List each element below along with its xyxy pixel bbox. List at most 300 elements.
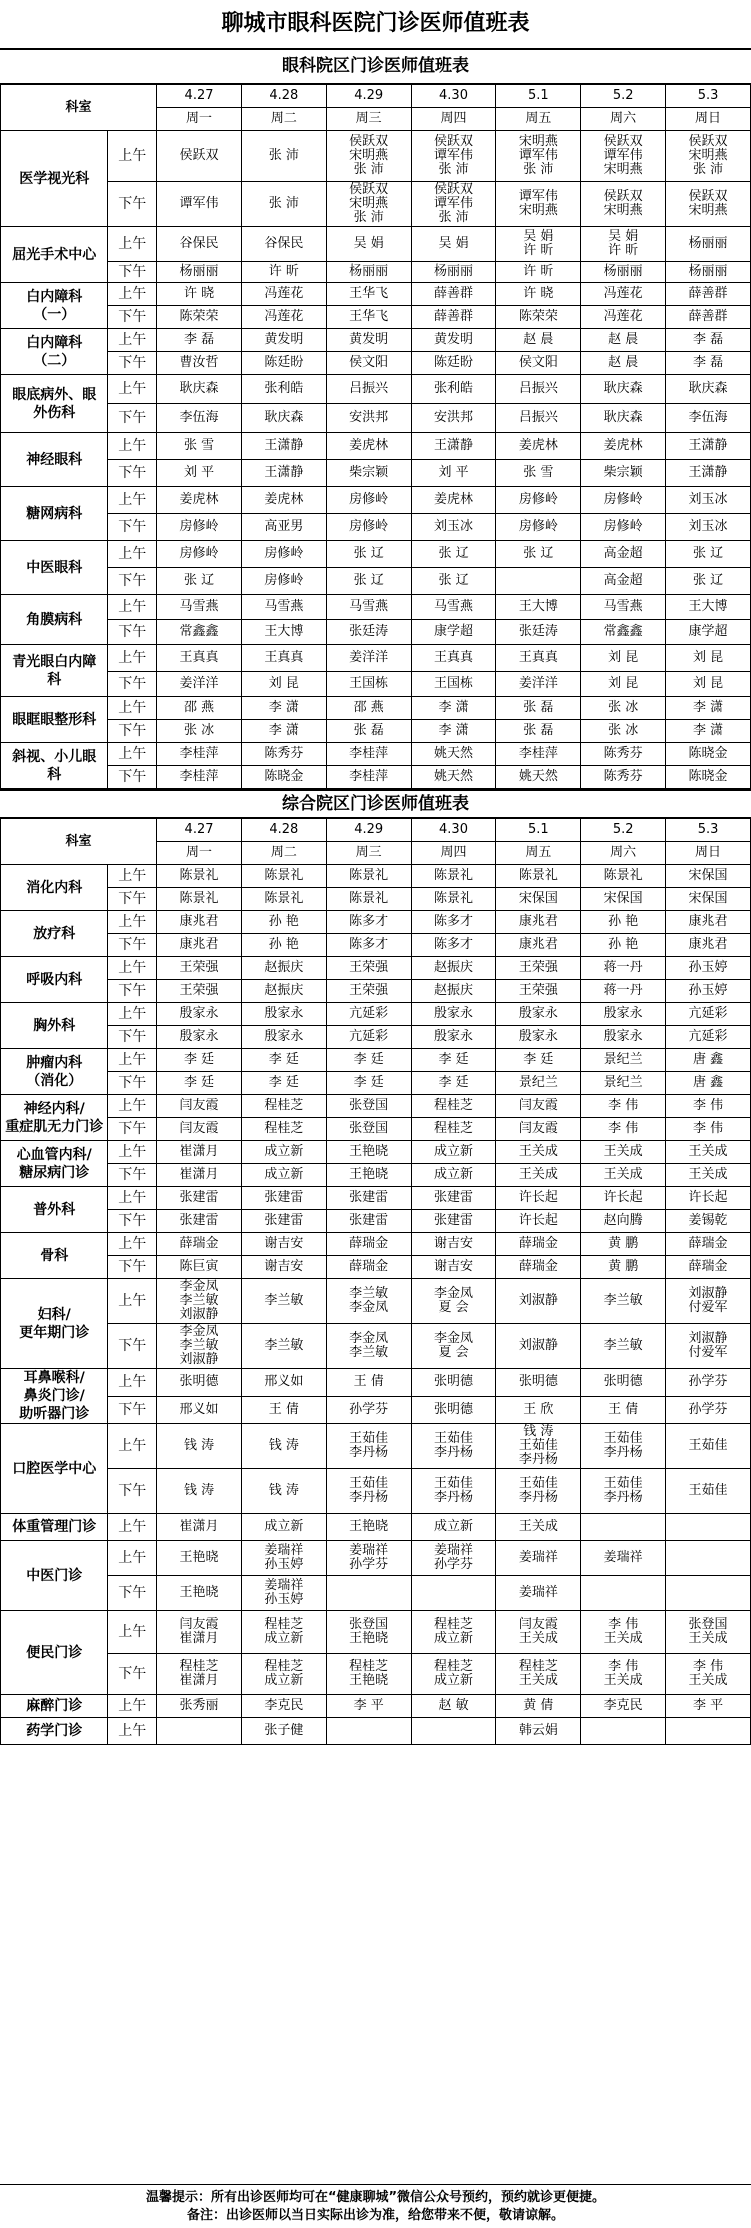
table-row bbox=[1, 1026, 751, 1049]
doctor-cell: 李 平 bbox=[666, 1695, 751, 1718]
schedule-section bbox=[0, 48, 751, 789]
doctor-cell: 房修岭 bbox=[496, 514, 581, 541]
doctor-cell: 王茹佳 李丹杨 bbox=[326, 1424, 411, 1469]
doctor-cell: 殷家永 bbox=[241, 1026, 326, 1049]
doctor-cell: 陈多才 bbox=[326, 911, 411, 934]
doctor-cell: 王关成 bbox=[581, 1164, 666, 1187]
doctor-cell: 薛善群 bbox=[411, 283, 496, 306]
doctor-cell: 李 伟 bbox=[666, 1095, 751, 1118]
weekday-header: 周四 bbox=[411, 108, 496, 131]
doctor-cell: 杨丽丽 bbox=[326, 262, 411, 283]
department-name: 眼眶眼整形科 bbox=[1, 697, 108, 743]
doctor-cell: 王茹佳 李丹杨 bbox=[326, 1469, 411, 1514]
doctor-cell: 许长起 bbox=[496, 1187, 581, 1210]
period-label: 下午 bbox=[108, 1469, 157, 1514]
doctor-cell: 王潇静 bbox=[241, 433, 326, 460]
department-name: 呼吸内科 bbox=[1, 957, 108, 1003]
doctor-cell: 王关成 bbox=[666, 1164, 751, 1187]
period-label: 下午 bbox=[108, 720, 157, 743]
doctor-cell: 李 廷 bbox=[157, 1049, 242, 1072]
department-name: 麻醉门诊 bbox=[1, 1695, 108, 1718]
period-label: 上午 bbox=[108, 541, 157, 568]
doctor-cell: 张建雷 bbox=[157, 1187, 242, 1210]
weekday-header: 周五 bbox=[496, 108, 581, 131]
doctor-cell: 殷家永 bbox=[581, 1026, 666, 1049]
doctor-cell: 赵 晨 bbox=[496, 329, 581, 352]
period-label: 上午 bbox=[108, 227, 157, 262]
table-row bbox=[1, 645, 751, 672]
doctor-cell: 房修岭 bbox=[326, 514, 411, 541]
doctor-cell: 唐 鑫 bbox=[666, 1072, 751, 1095]
doctor-cell: 钱 涛 王茹佳 李丹杨 bbox=[496, 1424, 581, 1469]
doctor-cell: 李桂萍 bbox=[157, 766, 242, 789]
doctor-cell: 姜虎林 bbox=[326, 433, 411, 460]
doctor-cell: 张 雪 bbox=[157, 433, 242, 460]
table-row bbox=[1, 1611, 751, 1654]
doctor-cell: 薛瑞金 bbox=[326, 1233, 411, 1256]
doctor-cell: 许长起 bbox=[581, 1187, 666, 1210]
doctor-cell: 耿庆森 bbox=[157, 375, 242, 404]
period-label: 上午 bbox=[108, 697, 157, 720]
doctor-cell: 赵 晨 bbox=[581, 352, 666, 375]
table-row bbox=[1, 283, 751, 306]
doctor-cell: 杨丽丽 bbox=[581, 262, 666, 283]
doctor-cell: 张子健 bbox=[241, 1718, 326, 1745]
doctor-cell: 姜瑞祥 bbox=[496, 1576, 581, 1611]
department-name: 心血管内科/ 糖尿病门诊 bbox=[1, 1141, 108, 1187]
doctor-cell: 陈晓金 bbox=[666, 766, 751, 789]
doctor-cell: 康兆君 bbox=[157, 911, 242, 934]
doctor-cell: 刘 平 bbox=[157, 460, 242, 487]
table-row bbox=[1, 697, 751, 720]
doctor-cell: 薛瑞金 bbox=[326, 1256, 411, 1279]
doctor-cell: 崔潇月 bbox=[157, 1164, 242, 1187]
doctor-cell: 姜瑞祥 孙玉婷 bbox=[241, 1576, 326, 1611]
doctor-cell: 殷家永 bbox=[241, 1003, 326, 1026]
doctor-cell: 张 冰 bbox=[157, 720, 242, 743]
period-label: 上午 bbox=[108, 1695, 157, 1718]
doctor-cell: 王华飞 bbox=[326, 283, 411, 306]
doctor-cell: 程桂芝 成立新 bbox=[241, 1611, 326, 1654]
table-row bbox=[1, 1003, 751, 1026]
doctor-cell: 孙玉婷 bbox=[666, 980, 751, 1003]
department-name: 白内障科 （一） bbox=[1, 283, 108, 329]
schedule-table bbox=[0, 818, 751, 1745]
doctor-cell: 蒋一丹 bbox=[581, 980, 666, 1003]
doctor-cell: 薛善群 bbox=[666, 283, 751, 306]
doctor-cell bbox=[581, 1514, 666, 1541]
footer-tip: 温馨提示：所有出诊医师均可在“健康聊城”微信公众号预约，预约就诊更便捷。 bbox=[145, 2190, 606, 2205]
doctor-cell: 薛瑞金 bbox=[496, 1256, 581, 1279]
department-name: 中医眼科 bbox=[1, 541, 108, 595]
table-row bbox=[1, 1210, 751, 1233]
doctor-cell: 耿庆森 bbox=[581, 375, 666, 404]
period-label: 上午 bbox=[108, 1514, 157, 1541]
doctor-cell: 陈多才 bbox=[411, 911, 496, 934]
period-label: 下午 bbox=[108, 352, 157, 375]
doctor-cell: 孙学芬 bbox=[326, 1396, 411, 1424]
doctor-cell: 邵 燕 bbox=[326, 697, 411, 720]
period-label: 上午 bbox=[108, 865, 157, 888]
doctor-cell: 李桂萍 bbox=[157, 743, 242, 766]
doctor-cell: 侯文阳 bbox=[496, 352, 581, 375]
doctor-cell: 吕振兴 bbox=[496, 375, 581, 404]
doctor-cell: 张 冰 bbox=[581, 720, 666, 743]
period-label: 下午 bbox=[108, 306, 157, 329]
period-label: 上午 bbox=[108, 1141, 157, 1164]
doctor-cell: 王荣强 bbox=[496, 980, 581, 1003]
doctor-cell: 刘淑静 bbox=[496, 1279, 581, 1324]
doctor-cell: 李伍海 bbox=[666, 404, 751, 433]
department-name: 角膜病科 bbox=[1, 595, 108, 645]
department-name: 药学门诊 bbox=[1, 1718, 108, 1745]
period-label: 上午 bbox=[108, 1424, 157, 1469]
doctor-cell: 房修岭 bbox=[581, 514, 666, 541]
date-header: 5.2 bbox=[581, 819, 666, 842]
doctor-cell: 吕振兴 bbox=[326, 375, 411, 404]
doctor-cell: 张廷涛 bbox=[326, 620, 411, 645]
period-label: 上午 bbox=[108, 1718, 157, 1745]
table-row bbox=[1, 182, 751, 227]
doctor-cell bbox=[666, 1514, 751, 1541]
doctor-cell: 景纪兰 bbox=[581, 1049, 666, 1072]
doctor-cell: 李 廷 bbox=[241, 1072, 326, 1095]
period-label: 下午 bbox=[108, 1256, 157, 1279]
doctor-cell: 陈晓金 bbox=[241, 766, 326, 789]
weekday-header: 周二 bbox=[241, 108, 326, 131]
doctor-cell bbox=[666, 1576, 751, 1611]
doctor-cell: 王大博 bbox=[666, 595, 751, 620]
doctor-cell bbox=[326, 1718, 411, 1745]
doctor-cell: 姚天然 bbox=[496, 766, 581, 789]
doctor-cell: 马雪燕 bbox=[581, 595, 666, 620]
table-row bbox=[1, 1541, 751, 1576]
doctor-cell: 王荣强 bbox=[326, 980, 411, 1003]
doctor-cell: 刘淑静 付爱军 bbox=[666, 1279, 751, 1324]
doctor-cell: 闫友霞 bbox=[157, 1118, 242, 1141]
section-title: 综合院区门诊医师值班表 bbox=[0, 791, 751, 818]
doctor-cell: 房修岭 bbox=[581, 487, 666, 514]
doctor-cell: 姜虎林 bbox=[411, 487, 496, 514]
table-row bbox=[1, 433, 751, 460]
period-label: 上午 bbox=[108, 957, 157, 980]
doctor-cell: 李金凤 李兰敏 bbox=[326, 1324, 411, 1369]
department-name: 神经内科/ 重症肌无力门诊 bbox=[1, 1095, 108, 1141]
table-row bbox=[1, 911, 751, 934]
table-row bbox=[1, 227, 751, 262]
doctor-cell: 侯跃双 宋明燕 张 沛 bbox=[666, 131, 751, 182]
doctor-cell: 李 磊 bbox=[666, 329, 751, 352]
doctor-cell: 姜瑞祥 bbox=[496, 1541, 581, 1576]
date-header: 5.3 bbox=[666, 819, 751, 842]
doctor-cell: 张建雷 bbox=[241, 1187, 326, 1210]
doctor-cell: 张利皓 bbox=[241, 375, 326, 404]
date-header: 4.28 bbox=[241, 819, 326, 842]
table-row bbox=[1, 595, 751, 620]
doctor-cell: 宋保国 bbox=[496, 888, 581, 911]
department-name: 骨科 bbox=[1, 1233, 108, 1279]
doctor-cell: 王真真 bbox=[411, 645, 496, 672]
doctor-cell: 杨丽丽 bbox=[666, 227, 751, 262]
doctor-cell: 姜虎林 bbox=[241, 487, 326, 514]
doctor-cell: 姜洋洋 bbox=[326, 645, 411, 672]
doctor-cell: 张 辽 bbox=[411, 541, 496, 568]
doctor-cell: 陈晓金 bbox=[666, 743, 751, 766]
doctor-cell: 程桂芝 崔潇月 bbox=[157, 1654, 242, 1695]
doctor-cell: 陈荣荣 bbox=[157, 306, 242, 329]
doctor-cell: 陈景礼 bbox=[496, 865, 581, 888]
doctor-cell: 王荣强 bbox=[157, 957, 242, 980]
table-row bbox=[1, 720, 751, 743]
doctor-cell bbox=[411, 1576, 496, 1611]
date-header: 4.30 bbox=[411, 819, 496, 842]
doctor-cell: 李克民 bbox=[241, 1695, 326, 1718]
doctor-cell: 李桂萍 bbox=[326, 743, 411, 766]
doctor-cell: 张 辽 bbox=[496, 541, 581, 568]
doctor-cell: 赵 敏 bbox=[411, 1695, 496, 1718]
doctor-cell: 景纪兰 bbox=[496, 1072, 581, 1095]
doctor-cell: 张 雪 bbox=[496, 460, 581, 487]
doctor-cell bbox=[326, 1576, 411, 1611]
period-label: 下午 bbox=[108, 1072, 157, 1095]
doctor-cell: 李伍海 bbox=[157, 404, 242, 433]
table-row bbox=[1, 1695, 751, 1718]
table-row bbox=[1, 1514, 751, 1541]
doctor-cell: 王艳晓 bbox=[326, 1141, 411, 1164]
table-row bbox=[1, 541, 751, 568]
doctor-cell: 陈秀芬 bbox=[581, 766, 666, 789]
doctor-cell: 成立新 bbox=[411, 1514, 496, 1541]
period-label: 上午 bbox=[108, 1095, 157, 1118]
department-name: 胸外科 bbox=[1, 1003, 108, 1049]
table-row bbox=[1, 743, 751, 766]
department-name: 放疗科 bbox=[1, 911, 108, 957]
period-label: 下午 bbox=[108, 980, 157, 1003]
header-row-dates bbox=[1, 85, 751, 108]
doctor-cell: 姜瑞祥 孙玉婷 bbox=[241, 1541, 326, 1576]
doctor-cell: 赵 晨 bbox=[581, 329, 666, 352]
doctor-cell: 殷家永 bbox=[157, 1026, 242, 1049]
doctor-cell: 王荣强 bbox=[496, 957, 581, 980]
period-label: 上午 bbox=[108, 1541, 157, 1576]
period-label: 下午 bbox=[108, 568, 157, 595]
doctor-cell: 殷家永 bbox=[581, 1003, 666, 1026]
doctor-cell: 侯跃双 bbox=[157, 131, 242, 182]
doctor-cell: 张秀丽 bbox=[157, 1695, 242, 1718]
doctor-cell: 李金凤 夏 会 bbox=[411, 1324, 496, 1369]
doctor-cell: 陈景礼 bbox=[157, 865, 242, 888]
doctor-cell: 康学超 bbox=[666, 620, 751, 645]
doctor-cell: 王艳晓 bbox=[326, 1164, 411, 1187]
doctor-cell: 宋保国 bbox=[666, 888, 751, 911]
doctor-cell: 程桂芝 王艳晓 bbox=[326, 1654, 411, 1695]
doctor-cell: 高金超 bbox=[581, 541, 666, 568]
table-row bbox=[1, 404, 751, 433]
department-name: 中医门诊 bbox=[1, 1541, 108, 1611]
doctor-cell: 许 昕 bbox=[496, 262, 581, 283]
doctor-cell: 张 辽 bbox=[157, 568, 242, 595]
doctor-cell: 侯跃双 宋明燕 bbox=[581, 182, 666, 227]
doctor-cell: 王真真 bbox=[496, 645, 581, 672]
doctor-cell: 闫友霞 bbox=[496, 1095, 581, 1118]
doctor-cell: 张登国 王关成 bbox=[666, 1611, 751, 1654]
department-name: 耳鼻喉科/ 鼻炎门诊/ 助听器门诊 bbox=[1, 1369, 108, 1424]
period-label: 上午 bbox=[108, 283, 157, 306]
doctor-cell: 王关成 bbox=[581, 1141, 666, 1164]
department-name: 糖网病科 bbox=[1, 487, 108, 541]
weekday-header: 周三 bbox=[326, 842, 411, 865]
period-label: 下午 bbox=[108, 1576, 157, 1611]
doctor-cell: 李 伟 bbox=[666, 1118, 751, 1141]
doctor-cell: 李金凤 夏 会 bbox=[411, 1279, 496, 1324]
department-name: 神经眼科 bbox=[1, 433, 108, 487]
doctor-cell: 陈廷盼 bbox=[411, 352, 496, 375]
doctor-cell: 亢延彩 bbox=[326, 1026, 411, 1049]
doctor-cell: 吴 娟 bbox=[411, 227, 496, 262]
weekday-header: 周四 bbox=[411, 842, 496, 865]
doctor-cell: 谢吉安 bbox=[241, 1256, 326, 1279]
doctor-cell: 姜瑞祥 bbox=[581, 1541, 666, 1576]
table-row bbox=[1, 460, 751, 487]
doctor-cell: 王 倩 bbox=[241, 1396, 326, 1424]
doctor-cell: 程桂芝 成立新 bbox=[411, 1654, 496, 1695]
doctor-cell: 殷家永 bbox=[496, 1003, 581, 1026]
doctor-cell: 张利皓 bbox=[411, 375, 496, 404]
doctor-cell bbox=[666, 1541, 751, 1576]
table-row bbox=[1, 1324, 751, 1369]
doctor-cell: 房修岭 bbox=[496, 487, 581, 514]
doctor-cell: 王茹佳 李丹杨 bbox=[496, 1469, 581, 1514]
doctor-cell: 刘淑静 付爱军 bbox=[666, 1324, 751, 1369]
doctor-cell: 侯文阳 bbox=[326, 352, 411, 375]
doctor-cell: 姜洋洋 bbox=[496, 672, 581, 697]
doctor-cell: 耿庆森 bbox=[581, 404, 666, 433]
doctor-cell: 成立新 bbox=[241, 1514, 326, 1541]
table-row bbox=[1, 1718, 751, 1745]
doctor-cell bbox=[157, 1718, 242, 1745]
doctor-cell: 房修岭 bbox=[157, 514, 242, 541]
doctor-cell: 侯跃双 谭军伟 张 沛 bbox=[411, 131, 496, 182]
doctor-cell: 张 辽 bbox=[411, 568, 496, 595]
footer-notes bbox=[0, 2184, 751, 2228]
date-header: 4.29 bbox=[326, 85, 411, 108]
doctor-cell: 蒋一丹 bbox=[581, 957, 666, 980]
table-row bbox=[1, 514, 751, 541]
doctor-cell: 薛瑞金 bbox=[157, 1233, 242, 1256]
period-label: 下午 bbox=[108, 1210, 157, 1233]
doctor-cell: 陈景礼 bbox=[241, 888, 326, 911]
table-row bbox=[1, 888, 751, 911]
doctor-cell: 王 倩 bbox=[581, 1396, 666, 1424]
table-row bbox=[1, 957, 751, 980]
doctor-cell: 程桂芝 bbox=[241, 1118, 326, 1141]
doctor-cell: 程桂芝 bbox=[241, 1095, 326, 1118]
header-row-dates bbox=[1, 819, 751, 842]
doctor-cell: 陈景礼 bbox=[241, 865, 326, 888]
doctor-cell: 宋保国 bbox=[581, 888, 666, 911]
doctor-cell: 侯跃双 宋明燕 bbox=[666, 182, 751, 227]
doctor-cell: 谢吉安 bbox=[241, 1233, 326, 1256]
doctor-cell: 李 廷 bbox=[326, 1072, 411, 1095]
doctor-cell: 孙 艳 bbox=[241, 934, 326, 957]
doctor-cell: 王艳晓 bbox=[157, 1541, 242, 1576]
doctor-cell: 李 平 bbox=[326, 1695, 411, 1718]
doctor-cell: 王潇静 bbox=[666, 460, 751, 487]
doctor-cell: 张登国 bbox=[326, 1095, 411, 1118]
period-label: 上午 bbox=[108, 1233, 157, 1256]
doctor-cell: 张建雷 bbox=[411, 1210, 496, 1233]
department-name: 肿瘤内科 （消化） bbox=[1, 1049, 108, 1095]
table-row bbox=[1, 1369, 751, 1397]
doctor-cell: 成立新 bbox=[241, 1164, 326, 1187]
doctor-cell: 刘淑静 bbox=[496, 1324, 581, 1369]
department-name: 普外科 bbox=[1, 1187, 108, 1233]
doctor-cell: 张建雷 bbox=[411, 1187, 496, 1210]
doctor-cell: 李兰敏 李金凤 bbox=[326, 1279, 411, 1324]
doctor-cell: 陈荣荣 bbox=[496, 306, 581, 329]
weekday-header: 周一 bbox=[157, 108, 242, 131]
doctor-cell: 张建雷 bbox=[241, 1210, 326, 1233]
doctor-cell: 宋保国 bbox=[666, 865, 751, 888]
doctor-cell: 黄发明 bbox=[241, 329, 326, 352]
doctor-cell: 姜瑞祥 孙学芬 bbox=[411, 1541, 496, 1576]
department-name: 口腔医学中心 bbox=[1, 1424, 108, 1514]
doctor-cell: 王荣强 bbox=[326, 957, 411, 980]
table-row bbox=[1, 934, 751, 957]
doctor-cell bbox=[411, 1718, 496, 1745]
department-name: 眼底病外、眼 外伤科 bbox=[1, 375, 108, 433]
table-row bbox=[1, 1654, 751, 1695]
table-row bbox=[1, 131, 751, 182]
doctor-cell: 侯跃双 谭军伟 张 沛 bbox=[411, 182, 496, 227]
doctor-cell: 孙学芬 bbox=[666, 1396, 751, 1424]
doctor-cell: 张建雷 bbox=[326, 1187, 411, 1210]
table-row bbox=[1, 1233, 751, 1256]
doctor-cell: 王荣强 bbox=[157, 980, 242, 1003]
period-label: 上午 bbox=[108, 911, 157, 934]
table-row bbox=[1, 1576, 751, 1611]
doctor-cell: 耿庆森 bbox=[241, 404, 326, 433]
doctor-cell: 张 沛 bbox=[241, 182, 326, 227]
doctor-cell: 薛善群 bbox=[411, 306, 496, 329]
doctor-cell: 李 潇 bbox=[666, 697, 751, 720]
doctor-cell: 王 欣 bbox=[496, 1396, 581, 1424]
doctor-cell: 姜虎林 bbox=[157, 487, 242, 514]
schedule-sections bbox=[0, 48, 751, 1745]
doctor-cell: 孙 艳 bbox=[581, 911, 666, 934]
doctor-cell: 殷家永 bbox=[411, 1003, 496, 1026]
doctor-cell: 闫友霞 王关成 bbox=[496, 1611, 581, 1654]
department-name: 消化内科 bbox=[1, 865, 108, 911]
department-name: 便民门诊 bbox=[1, 1611, 108, 1695]
doctor-cell: 黄 倩 bbox=[496, 1695, 581, 1718]
doctor-cell: 王国栋 bbox=[326, 672, 411, 697]
doctor-cell: 李 廷 bbox=[411, 1072, 496, 1095]
period-label: 上午 bbox=[108, 645, 157, 672]
doctor-cell: 姚天然 bbox=[411, 766, 496, 789]
doctor-cell bbox=[581, 1576, 666, 1611]
section-title: 眼科院区门诊医师值班表 bbox=[0, 50, 751, 84]
doctor-cell: 刘玉冰 bbox=[666, 514, 751, 541]
weekday-header: 周日 bbox=[666, 842, 751, 865]
table-row bbox=[1, 1424, 751, 1469]
doctor-cell: 钱 涛 bbox=[157, 1424, 242, 1469]
doctor-cell: 赵振庆 bbox=[241, 980, 326, 1003]
doctor-cell: 谭军伟 bbox=[157, 182, 242, 227]
doctor-cell: 张明德 bbox=[581, 1369, 666, 1397]
doctor-cell: 闫友霞 崔潇月 bbox=[157, 1611, 242, 1654]
doctor-cell: 张 沛 bbox=[241, 131, 326, 182]
